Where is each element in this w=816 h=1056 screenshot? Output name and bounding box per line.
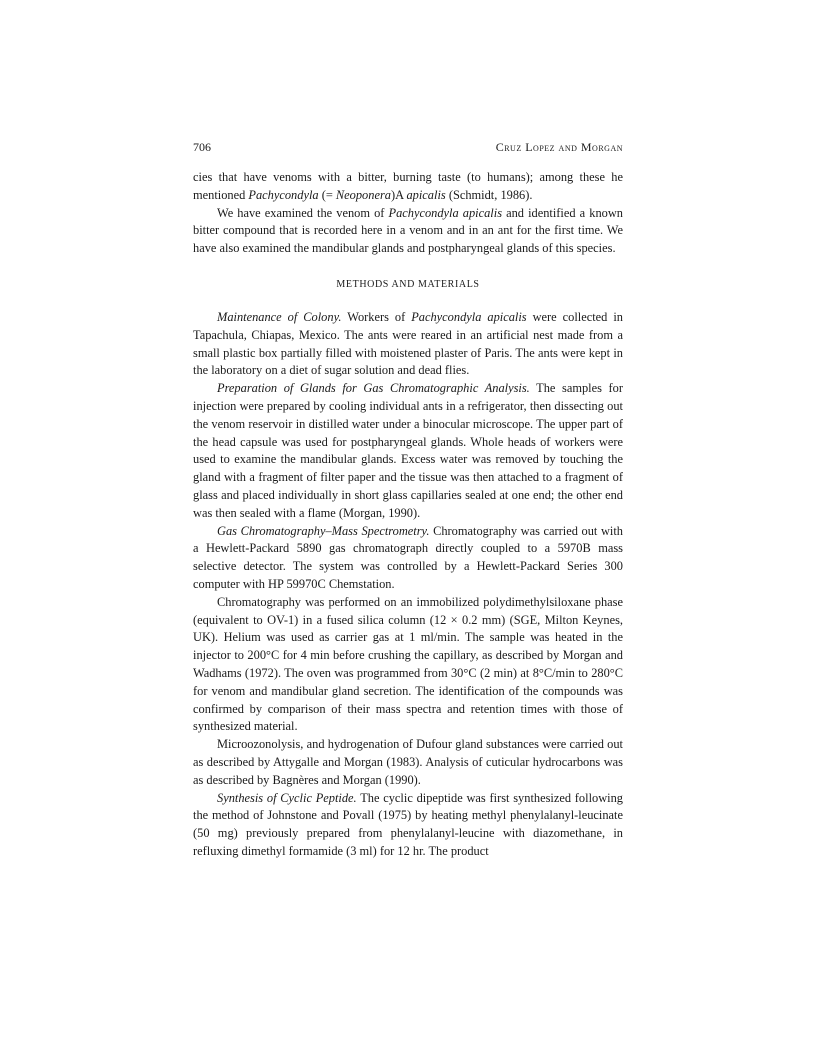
section-heading: METHODS AND MATERIALS [336, 278, 480, 290]
paragraph [193, 736, 623, 789]
paragraph [193, 380, 623, 522]
italic-text: Preparation of Glands for Gas Chromatographic Analysis. [217, 381, 530, 396]
paragraph [193, 309, 623, 380]
italic-text: Pachycondyla [248, 187, 319, 202]
italic-text: Pachycondyla apicalis [411, 309, 527, 324]
italic-text: Neoponera [335, 187, 391, 202]
text-run: Chromatography was carried out with a Hewlett-Packard 5890 gas chromatograph directly coupled to a 5970B mass selective detector. The system was controlled by a Hewlett-Packard Series 300 computer with HP 59970C Chemstation. [193, 523, 623, 591]
text-run: The samples for injection were prepared by cooling individual ants in a refrigerator, then dissecting out the venom reservoir in distilled water under a binocular microscope. The upper part of the head capsule was used for postpharyngeal glands. Whole heads of workers were used to examine the mandibular glands. Excess water was removed by touching the gland with a fragment of filter paper and the tissue was then attached to a fragment of glass and placed individually in short glass capillaries sealed at one end; the other end was then sealed with a flame (Morgan, 1990). [193, 381, 623, 520]
italic-text: Synthesis of Cyclic Peptide. [217, 790, 357, 805]
text-run: Microozonolysis, and hydrogenation of Dufour gland substances were carried out as described by Attygalle and Morgan (1983). Analysis of cuticular hydrocarbons was as described by Bagnères and Morgan (1990). [193, 737, 623, 787]
text-run: Chromatography was performed on an immobilized polydimethylsiloxane phase (equivalent to OV-1) in a fused silica column (12 × 0.2 mm) (SGE, Milton Keynes, UK). Helium was used as carrier gas at 1 ml/min. The sample was heated in the injector to 200°C for 4 min before crushing the capillary, as described by Morgan and Wadhams (1972). The oven was programmed from 30°C (2 min) at 8°C/min to 280°C for venom and mandibular gland secretion. The identification of the compounds was confirmed by comparison of their mass spectra and retention times with those of synthesized material. [193, 594, 623, 734]
text-run: cies that have venoms with a bitter, burning taste (to humans); among these he mentioned [193, 170, 623, 202]
paragraph [193, 594, 623, 736]
paragraph [193, 523, 623, 594]
paragraph [193, 205, 623, 258]
running-title: Cruz Lopez and Morgan [495, 140, 623, 154]
text-run: and identified a known bitter compound that is recorded here in a venom and in an ant for the first time. We have also examined the mandibular glands and postpharyngeal glands of this species. [193, 205, 623, 256]
running-header [193, 140, 623, 155]
text-run: Workers of [341, 309, 412, 324]
italic-text: Pachycondyla apicalis [388, 205, 503, 220]
page [193, 140, 623, 861]
paragraph [193, 790, 623, 861]
methods-text [193, 309, 623, 861]
intro-text [193, 169, 623, 258]
italic-text: apicalis [406, 187, 446, 202]
paragraph [193, 169, 623, 205]
text-run: (= [318, 187, 336, 202]
italic-text: Gas Chromatography–Mass Spectrometry. [217, 523, 430, 538]
italic-text: Maintenance of Colony. [217, 309, 342, 324]
text-run: were collected in Tapachula, Chiapas, Mexico. The ants were reared in an artificial nest made from a small plastic box partially filled with moistened plaster of Paris. The ants were kept in the laboratory on a diet of sugar solution and dead flies. [193, 309, 623, 378]
text-run: We have examined the venom of [217, 205, 389, 220]
text-run: (Schmidt, 1986). [445, 187, 533, 202]
text-run: The cyclic dipeptide was first synthesized following the method of Johnstone and Povall (1975) by heating methyl phenylalanyl-leucinate (50 mg) previously prepared from phenylalanyl-leucine with diazomethane, in refluxing dimethyl formamide (3 ml) for 12 hr. The product [193, 790, 623, 858]
page-number: 706 [193, 140, 211, 154]
text-run: )A [390, 187, 407, 202]
